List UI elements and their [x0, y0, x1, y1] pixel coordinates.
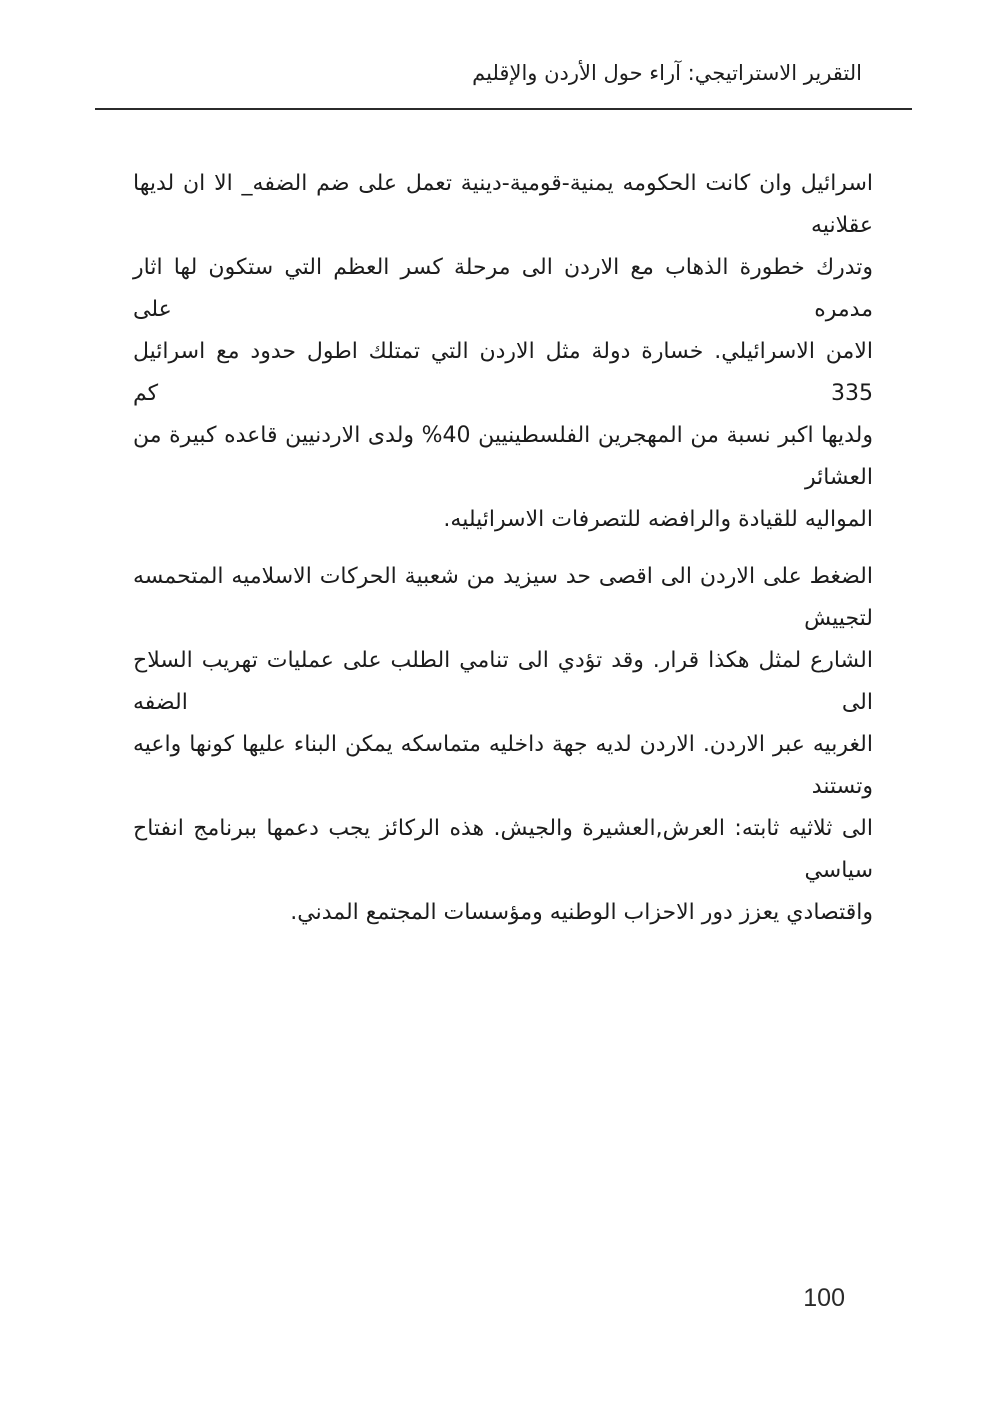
page-header-title: التقرير الاستراتيجي: آراء حول الأردن والإقليم [472, 61, 862, 85]
text-line: الضغط على الاردن الى اقصى حد سيزيد من شعبية الحركات الاسلاميه المتحمسه لتجييش [133, 564, 873, 631]
text-line: الغربيه عبر الاردن. الاردن لديه جهة داخليه متماسكه يمكن البناء عليها كونها واعيه وتستند [133, 732, 873, 799]
text-line: وتدرك خطورة الذهاب مع الاردن الى مرحلة كسر العظم التي ستكون لها اثار مدمره على [133, 255, 873, 322]
paragraph-1 [133, 163, 873, 541]
text-line: الى ثلاثيه ثابته: العرش,العشيرة والجيش. هذه الركائز يجب دعمها ببرنامج انفتاح سياسي [133, 816, 873, 883]
text-line: الشارع لمثل هكذا قرار. وقد تؤدي الى تنامي الطلب على عمليات تهريب السلاح الى الضفه [133, 648, 873, 715]
text-line: ولديها اكبر نسبة من المهجرين الفلسطينيين 40% ولدى الاردنيين قاعده كبيرة من العشائر [133, 423, 874, 490]
text-line: الامن الاسرائيلي. خسارة دولة مثل الاردن التي تمتلك اطول حدود مع اسرائيل 335 كم [133, 339, 873, 406]
page-number: 100 [803, 1284, 845, 1312]
text-line: اسرائيل وان كانت الحكومه يمنية-قومية-دينية تعمل على ضم الضفه_ الا ان لديها عقلانيه [133, 171, 873, 238]
page-header [95, 52, 912, 110]
text-line: واقتصادي يعزز دور الاحزاب الوطنيه ومؤسسات المجتمع المدني. [290, 900, 873, 925]
paragraph-2 [133, 556, 873, 934]
document-body [133, 163, 873, 934]
text-line: المواليه للقيادة والرافضه للتصرفات الاسرائيليه. [443, 507, 873, 532]
header-rule [95, 108, 912, 110]
